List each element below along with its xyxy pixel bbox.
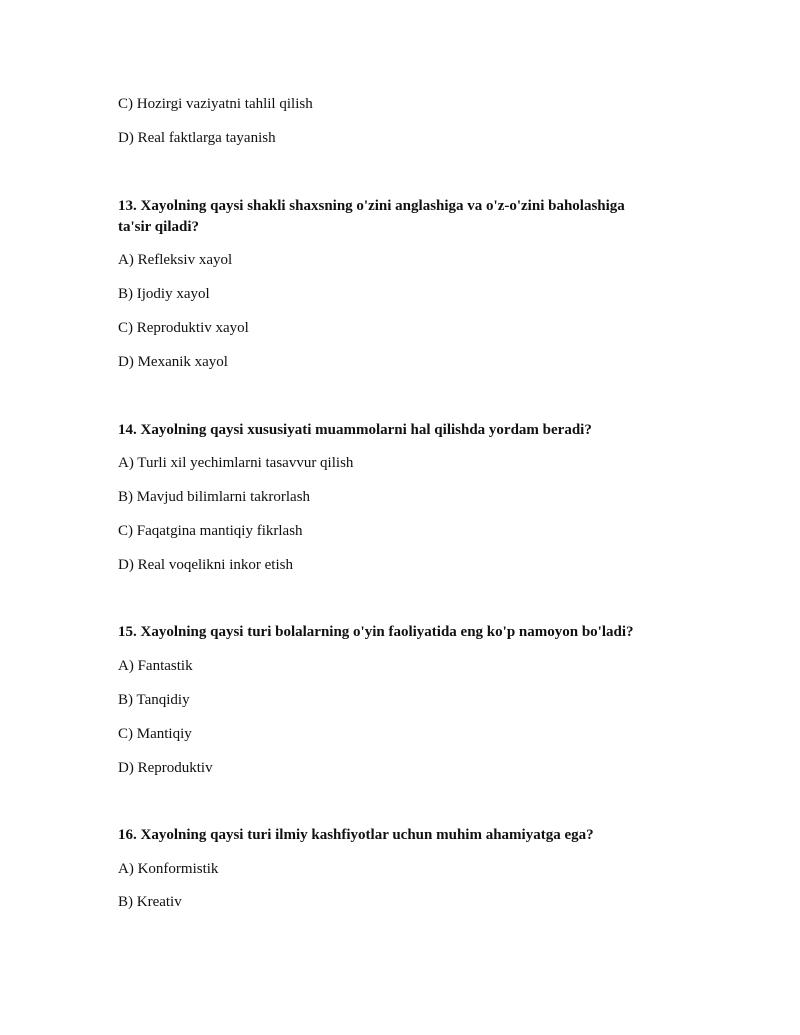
question-13-option-b: B) Ijodiy xayol [118,286,210,302]
question-15-option-c: C) Mantiqiy [118,726,192,742]
option-c: C) Hozirgi vaziyatni tahlil qilish [118,96,313,112]
question-15-option-a: A) Fantastik [118,658,193,674]
question-14-option-c: C) Faqatgina mantiqiy fikrlash [118,523,303,539]
question-14-option-b: B) Mavjud bilimlarni takrorlash [118,489,311,505]
question-14-option-a: A) Turli xil yechimlarni tasavvur qilish [118,455,354,471]
question-14-title: 14. Xayolning qaysi xususiyati muammolarni hal qilishda yordam beradi? [118,422,592,438]
question-15-title: 15. Xayolning qaysi turi bolalarning o'yin faoliyatida eng ko'p namoyon bo'ladi? [118,624,634,640]
question-14-option-d: D) Real voqelikni inkor etish [118,557,293,573]
question-13-title-continued: ta'sir qiladi? [118,219,199,235]
question-16-title: 16. Xayolning qaysi turi ilmiy kashfiyotlar uchun muhim ahamiyatga ega? [118,827,594,843]
question-16-option-a: A) Konformistik [118,861,219,877]
option-d: D) Real faktlarga tayanish [118,130,276,146]
question-15-option-d: D) Reproduktiv [118,760,213,776]
question-15-option-b: B) Tanqidiy [118,692,190,708]
question-16-option-b: B) Kreativ [118,894,182,910]
question-13-option-c: C) Reproduktiv xayol [118,320,249,336]
question-13-title: 13. Xayolning qaysi shakli shaxsning o'zini anglashiga va o'z-o'zini baholashiga [118,198,625,214]
question-13-option-d: D) Mexanik xayol [118,354,228,370]
question-13-option-a: A) Refleksiv xayol [118,252,233,268]
